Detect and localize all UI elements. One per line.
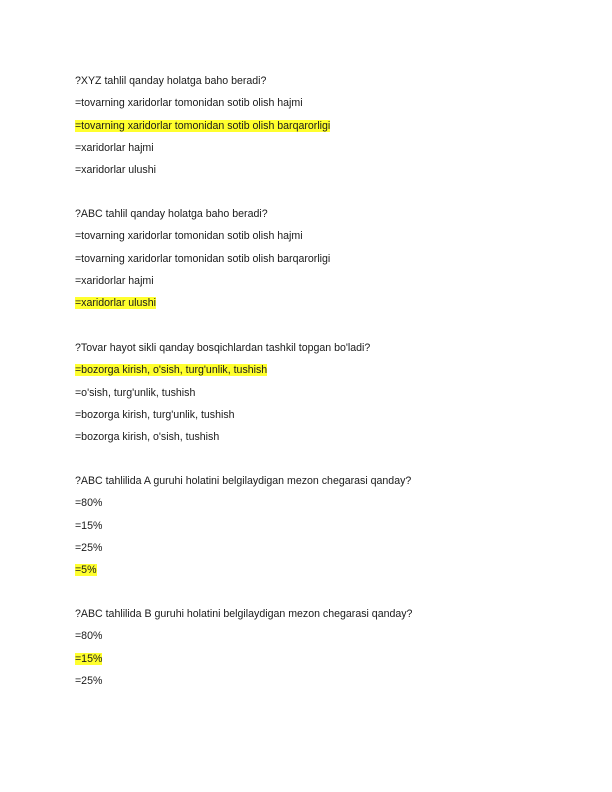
answer-option: =tovarning xaridorlar tomonidan sotib olish hajmi bbox=[75, 97, 303, 110]
answer-option: =80% bbox=[75, 497, 103, 510]
answer-option: =25% bbox=[75, 541, 103, 554]
answer-option-highlighted: =xaridorlar ulushi bbox=[75, 297, 156, 310]
question-text: ?ABC tahlilida B guruhi holatini belgilaydigan mezon chegarasi qanday? bbox=[75, 608, 413, 620]
answer-option: =o'sish, turg'unlik, tushish bbox=[75, 386, 196, 399]
answer-option: =bozorga kirish, turg'unlik, tushish bbox=[75, 408, 235, 421]
answer-option: =bozorga kirish, o'sish, tushish bbox=[75, 431, 220, 444]
answer-option-highlighted: =bozorga kirish, o'sish, turg'unlik, tushish bbox=[75, 364, 268, 377]
answer-option: =tovarning xaridorlar tomonidan sotib olish hajmi bbox=[75, 230, 303, 243]
answer-option: =80% bbox=[75, 630, 103, 643]
question-text: ?ABC tahlilida A guruhi holatini belgilaydigan mezon chegarasi qanday? bbox=[75, 475, 412, 487]
answer-option: =25% bbox=[75, 674, 103, 687]
question-block-2 bbox=[75, 207, 575, 318]
answer-option: =xaridorlar hajmi bbox=[75, 274, 154, 287]
answer-option: =tovarning xaridorlar tomonidan sotib olish barqarorligi bbox=[75, 252, 331, 265]
question-text: ?Tovar hayot sikli qanday bosqichlardan tashkil topgan bo'ladi? bbox=[75, 342, 371, 354]
answer-option-highlighted: =tovarning xaridorlar tomonidan sotib olish barqarorligi bbox=[75, 119, 331, 132]
question-text: ?XYZ tahlil qanday holatga baho beradi? bbox=[75, 75, 267, 87]
question-block-4 bbox=[75, 474, 575, 585]
question-block-5 bbox=[75, 607, 575, 696]
answer-option: =xaridorlar ulushi bbox=[75, 164, 156, 177]
answer-option: =xaridorlar hajmi bbox=[75, 141, 154, 154]
question-block-3 bbox=[75, 341, 575, 452]
answer-option-highlighted: =15% bbox=[75, 652, 103, 665]
answer-option: =15% bbox=[75, 519, 103, 532]
question-text: ?ABC tahlil qanday holatga baho beradi? bbox=[75, 208, 268, 220]
question-block-1 bbox=[75, 74, 575, 185]
answer-option-highlighted: =5% bbox=[75, 564, 97, 577]
